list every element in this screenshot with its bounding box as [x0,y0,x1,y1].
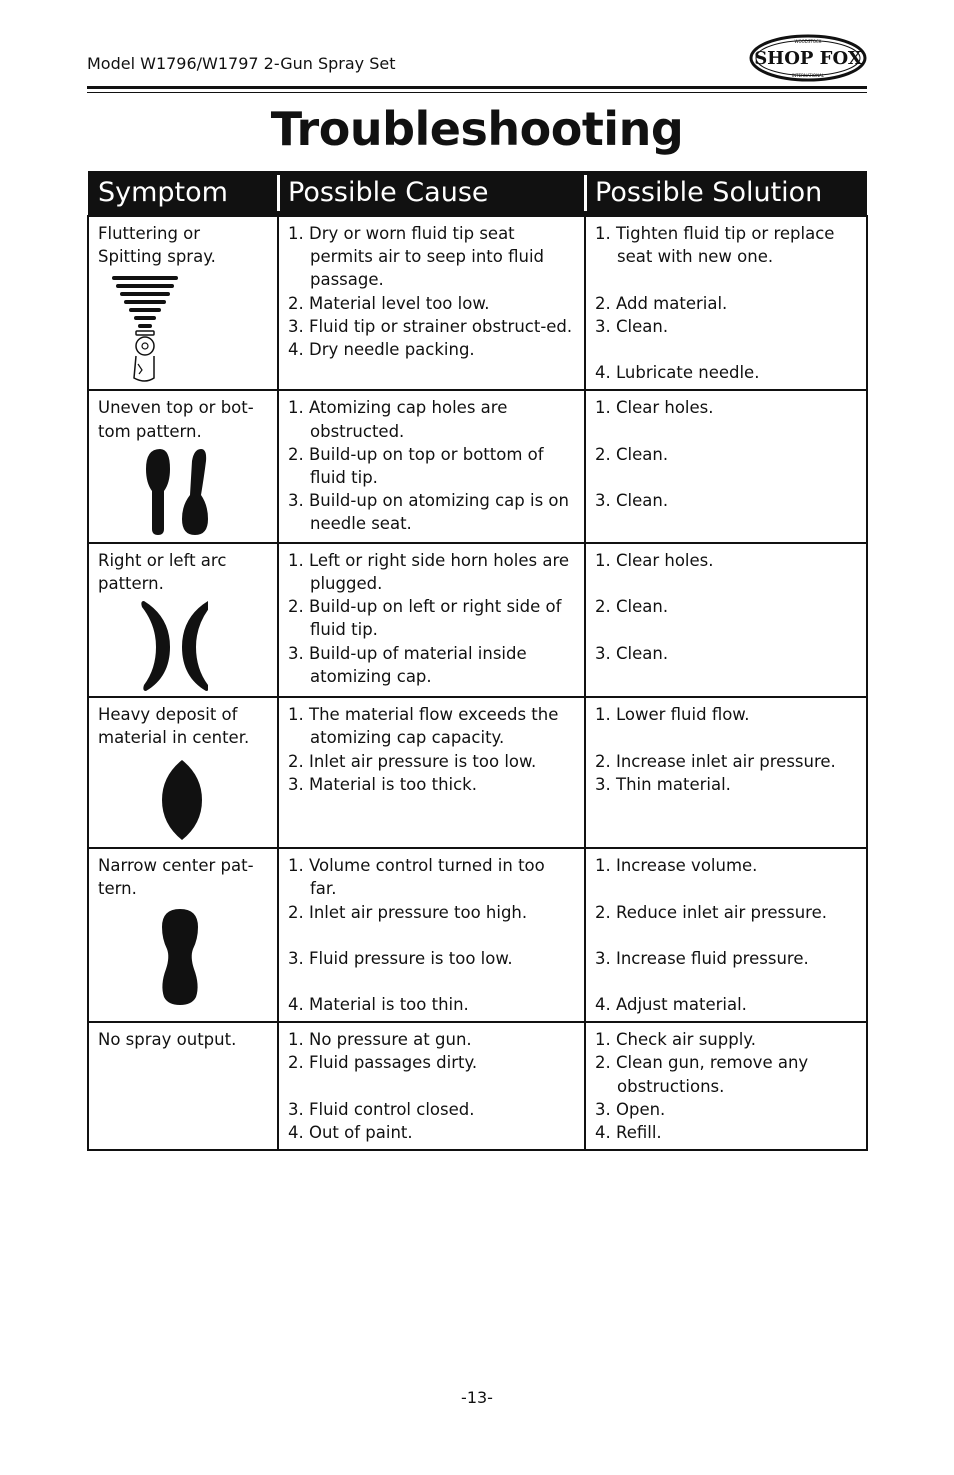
symptom-text: material in center. [98,728,250,748]
cause-item: 4. Dry needle packing. [288,340,475,360]
cause-item: 3. Fluid control closed. [288,1099,475,1119]
spacer [595,877,857,900]
symptom-text: No spray output. [98,1030,237,1050]
symptom-text: Spitting spray. [98,247,216,267]
symptom-text: Right or left arc [98,550,227,570]
cause-cell [278,543,585,697]
solution-cell [585,543,867,697]
spacer [595,970,857,993]
solution-item: 1. Clear holes. [595,550,714,570]
spacer [595,726,857,749]
solution-item: 1. Increase volume. [595,856,758,876]
solution-header: Possible Solution [585,171,867,216]
cause-item: 1. Left or right side horn holes are plugged. [288,550,570,594]
solution-item: 4. Lubricate needle. [595,363,760,383]
page-number: -13- [461,1388,493,1407]
solution-item: 3. Thin material. [595,774,731,794]
solution-item: 1. Clear holes. [595,398,714,418]
arc-pattern-icon [98,599,208,693]
solution-cell [585,390,867,542]
cause-cell [278,1022,585,1150]
center-deposit-icon [98,758,208,842]
header-rule-thick [87,86,867,89]
spacer [288,1075,575,1098]
solution-item: 2. Clean gun, remove any obstructions. [595,1053,809,1096]
solution-item: 3. Clean. [595,316,669,336]
solution-item: 2. Clean. [595,444,669,464]
cause-cell [278,697,585,848]
header-rule-thin [87,92,867,93]
cause-item: 3. Fluid pressure is too low. [288,949,513,969]
table-header-row [88,171,867,216]
solution-item: 4. Refill. [595,1123,662,1143]
symptom-text: Heavy deposit of [98,705,238,725]
spitting-spray-icon [98,274,208,386]
cause-item: 2. Material level too low. [288,293,490,313]
solution-cell [585,216,867,390]
uneven-pattern-icon [98,447,208,539]
solution-item: 1. Tighten fluid tip or replace seat with new one. [595,224,835,267]
cause-item: 3. Material is too thick. [288,774,477,794]
spacer [595,338,857,361]
cause-item: 3. Build-up of material inside atomizing cap. [288,643,527,686]
table-row [88,848,867,1022]
page-title: Troubleshooting [270,102,684,156]
symptom-text: tern. [98,879,137,899]
solution-item: 2. Reduce inlet air pressure. [595,902,827,922]
spacer [595,572,857,595]
cause-item: 2. Inlet air pressure too high. [288,902,528,922]
cause-item: 1. Atomizing cap holes are obstructed. [288,398,508,441]
cause-cell [278,848,585,1022]
solution-cell [585,848,867,1022]
cause-item: 1. The material flow exceeds the atomizing cap capacity. [288,705,559,748]
spacer [288,924,575,947]
cause-cell [278,216,585,390]
table-row [88,390,867,542]
logo-text: SHOP FOX [754,48,862,69]
cause-item: 2. Build-up on left or right side of fluid tip. [288,597,562,640]
header-model: Model W1796/W1797 2-Gun Spray Set [87,54,396,73]
shop-fox-logo [748,33,868,83]
spacer [595,268,857,291]
cause-header: Possible Cause [278,171,585,216]
logo-ring-top: WOODSTOCK [794,39,822,44]
symptom-header: Symptom [88,171,278,216]
table-row [88,216,867,390]
solution-item: 3. Increase fluid pressure. [595,949,809,968]
table-row [88,543,867,697]
cause-item: 4. Out of paint. [288,1123,413,1143]
cause-item: 2. Inlet air pressure is too low. [288,751,537,771]
table-row [88,1022,867,1150]
solution-item: 4. Adjust material. [595,995,747,1015]
solution-item: 1. Lower fluid flow. [595,705,750,725]
symptom-text: Uneven top or bot- [98,398,254,418]
symptom-text: tom pattern. [98,421,202,441]
spacer [288,970,575,993]
table-row [88,697,867,848]
symptom-cell [88,848,278,1022]
symptom-text: pattern. [98,574,164,594]
cause-item: 4. Material is too thin. [288,995,469,1015]
cause-item: 2. Build-up on top or bottom of fluid tip. [288,444,544,488]
cause-item: 1. Dry or worn fluid tip seat permits air to seep into fluid passage. [288,224,544,290]
solution-item: 2. Clean. [595,597,669,617]
solution-item: 3. Clean. [595,491,669,511]
symptom-cell [88,216,278,390]
symptom-text: Narrow center pat- [98,856,254,876]
cause-item: 1. Volume control turned in too far. [288,856,545,899]
cause-item: 2. Fluid passages dirty. [288,1053,478,1073]
spacer [595,466,857,489]
solution-cell [585,697,867,848]
symptom-cell [88,390,278,542]
spacer [595,618,857,641]
cause-item: 1. No pressure at gun. [288,1030,472,1050]
troubleshooting-table [87,171,868,1151]
symptom-cell [88,697,278,848]
solution-item: 1. Check air supply. [595,1030,756,1050]
narrow-pattern-icon [98,907,208,1007]
symptom-text: Fluttering or [98,224,201,243]
cause-item: 3. Build-up on atomizing cap is on needle seat. [288,491,569,534]
solution-item: 3. Open. [595,1099,666,1119]
cause-item: 3. Fluid tip or strainer obstruct-ed. [288,316,573,336]
solution-item: 2. Increase inlet air pressure. [595,751,836,771]
spacer [595,924,857,947]
cause-cell [278,390,585,542]
symptom-cell [88,543,278,697]
solution-item: 2. Add material. [595,293,728,313]
symptom-cell [88,1022,278,1150]
solution-item: 3. Clean. [595,643,669,663]
logo-ring-bottom: INTERNATIONAL [791,73,825,78]
spacer [595,420,857,443]
solution-cell [585,1022,867,1150]
